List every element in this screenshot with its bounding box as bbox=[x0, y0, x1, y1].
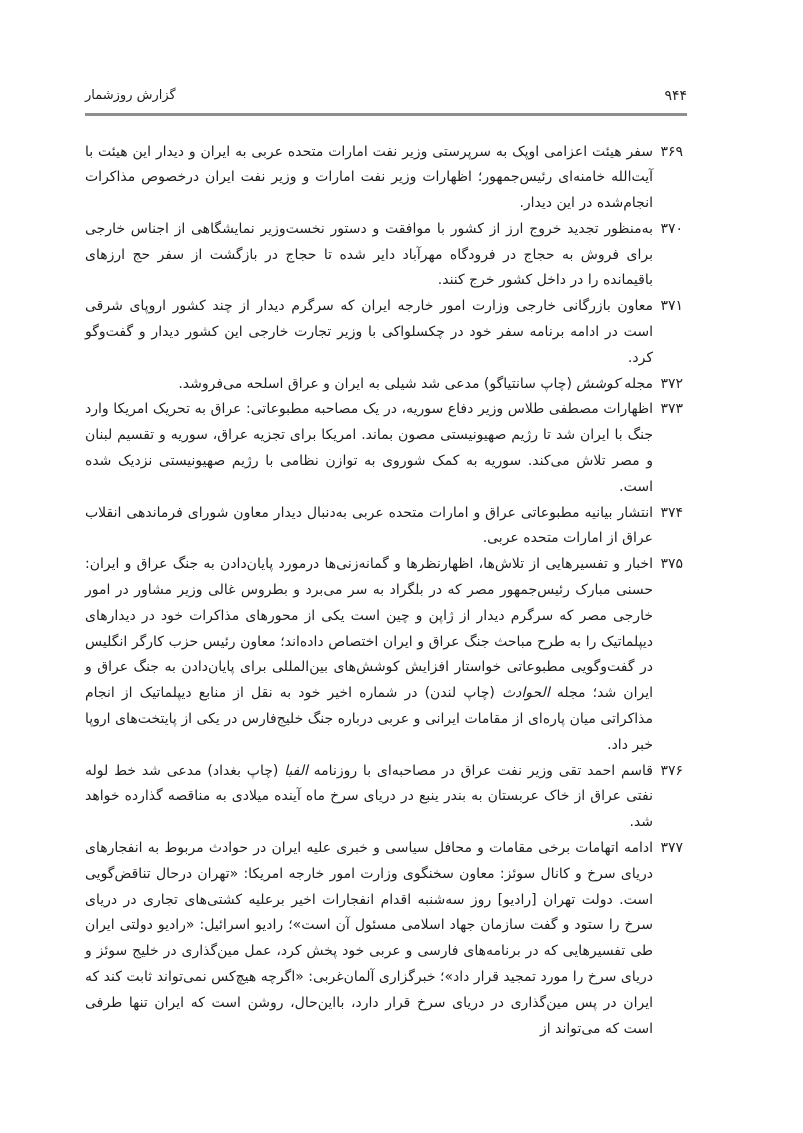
entry-370 bbox=[85, 217, 687, 294]
entry-number: ۳۷۳ bbox=[660, 401, 683, 418]
text-block bbox=[85, 86, 687, 1042]
entry-text: اخبار و تفسیرهایی از تلاش‌ها، اظهارنظرها و گمانه‌زنی‌ها درمورد پایان‌دادن به جنگ عراق و ایران: حسنی مبارک رئیس‌جمهور مصر که در بلگراد به سر می‌برد و بطروس غالی وزیر مشاور در امور خارجی مصر که سرگرم دیدار از ژاپن و چین است یکی از محورهای مذاکرات خود در دیدارهای دیپلماتیک را به طرح مباحث جنگ عراق و ایران اختصاص داده‌اند؛ معاون رئیس حزب کارگر انگلیس در گفت‌وگویی مطبوعاتی خواستار افزایش کوشش‌های بین‌المللی برای پایان‌دادن به جنگ عراق و ایران شد؛ مجله الحوادث (چاپ لندن) در شماره اخیر خود به نقل از منابع دیپلماتیک از انجام مذاکراتی میان پاره‌ای از مقامات ایرانی و عربی درباره جنگ خلیج‌فارس در یکی از پایتخت‌های اروپا خبر داد. bbox=[85, 556, 653, 753]
running-title: گزارش روزشمار bbox=[85, 88, 176, 103]
entry-text: مجله کوشش (چاپ سانتیاگو) مدعی شد شیلی به ایران و عراق اسلحه می‌فروشد. bbox=[178, 375, 653, 392]
entry-text: اظهارات مصطفی طلاس وزیر دفاع سوریه، در یک مصاحبه مطبوعاتی: عراق به تحریک امریکا وارد جنگ با ایران شد تا رژیم صهیونیستی مصون بماند. امریکا برای تجزیه عراق، سوریه و تقسیم لبنان و مصر تلاش می‌کند. سوریه به کمک شوروی به توازن نظامی با رژیم صهیونیستی نزدیک شده است. bbox=[85, 401, 653, 495]
entry-text: قاسم احمد تقی وزیر نفت عراق در مصاحبه‌ای با روزنامه الفبا (چاپ بغداد) مدعی شد خط لوله نفتی عراق از خاک عربستان به بندر ینبع در دریای سرخ ماه آینده میلادی به مناقصه گذارده خواهد شد. bbox=[85, 762, 653, 831]
entry-text: انتشار بیانیه مطبوعاتی عراق و امارات متحده عربی به‌دنبال دیدار معاون شورای فرماندهی انقلاب عراق از امارات متحده عربی. bbox=[85, 504, 653, 547]
page-number: ۹۴۴ bbox=[664, 88, 687, 104]
entry-376 bbox=[85, 759, 687, 836]
entry-number: ۳۷۲ bbox=[660, 375, 683, 392]
entry-number: ۳۷۶ bbox=[660, 762, 683, 779]
entry-373 bbox=[85, 397, 687, 500]
entry-377 bbox=[85, 836, 687, 1042]
entry-text: ادامه اتهامات برخی مقامات و محافل سیاسی و خبری علیه ایران در حوادث مربوط به انفجارهای دریای سرخ و کانال سوئز: معاون سخنگوی وزارت امور خارجه امریکا: «تهران درحال تناقض‌گویی است. دولت تهران [رادیو] روز سه‌شنبه اقدام انفجارات اخیر برعلیه کشتی‌های تجاری در دریای سرخ را ستود و گفت سازمان جهاد اسلامی مسئول آن است»؛ رادیو اسرائیل: «رادیو دولتی ایران طی تفسیرهایی که در برنامه‌های فارسی و عربی خود پخش کرد، عمل مین‌گذاری در خلیج سوئز و دریای سرخ را مورد تمجید قرار داد»؛ خبرگزاری آلمان‌غربی: «اگرچه هیچ‌کس نمی‌تواند ثابت کند که ایران در پس مین‌گذاری در دریای سرخ قرار دارد، بااین‌حال، روشن است که ایران تنها طرفی است که می‌تواند از bbox=[85, 840, 653, 1037]
entry-number: ۳۷۴ bbox=[660, 504, 683, 521]
entry-text: معاون بازرگانی خارجی وزارت امور خارجه ایران که سرگرم دیدار از چند کشور اروپای شرقی است در ادامه برنامه سفر خود در چکسلواکی با وزیر تجارت خارجی این کشور دیدار و گفت‌وگو کرد. bbox=[85, 298, 653, 366]
header-rule bbox=[85, 113, 687, 116]
entry-375 bbox=[85, 552, 687, 758]
entry-369 bbox=[85, 140, 687, 217]
entry-text: سفر هیئت اعزامی اوپک به سرپرستی وزیر نفت امارات متحده عربی به ایران و دیدار این هیئت با آیت‌الله خامنه‌ای رئیس‌جمهور؛ اظهارات وزیر نفت امارات و وزیر نفت ایران درخصوص مذاکرات انجام‌شده در این دیدار. bbox=[85, 143, 653, 212]
entry-374 bbox=[85, 501, 687, 553]
entry-number: ۳۷۵ bbox=[660, 556, 683, 573]
entry-text: به‌منظور تجدید خروج ارز از کشور با موافقت و دستور نخست‌وزیر نمایشگاهی از اجناس خارجی برای فروش به حجاج در فرودگاه مهرآباد دایر شده تا حجاج در بازگشت از سفر حج ارزهای باقیمانده را در داخل کشور خرج کنند. bbox=[85, 220, 653, 289]
page-header bbox=[85, 86, 687, 113]
entry-number: ۳۷۰ bbox=[660, 220, 683, 237]
entry-372 bbox=[85, 372, 687, 398]
entry-371 bbox=[85, 294, 687, 371]
entry-number: ۳۷۷ bbox=[660, 840, 683, 857]
chronology-list bbox=[85, 140, 687, 1043]
entry-number: ۳۶۹ bbox=[660, 143, 683, 160]
entry-number: ۳۷۱ bbox=[660, 298, 683, 315]
